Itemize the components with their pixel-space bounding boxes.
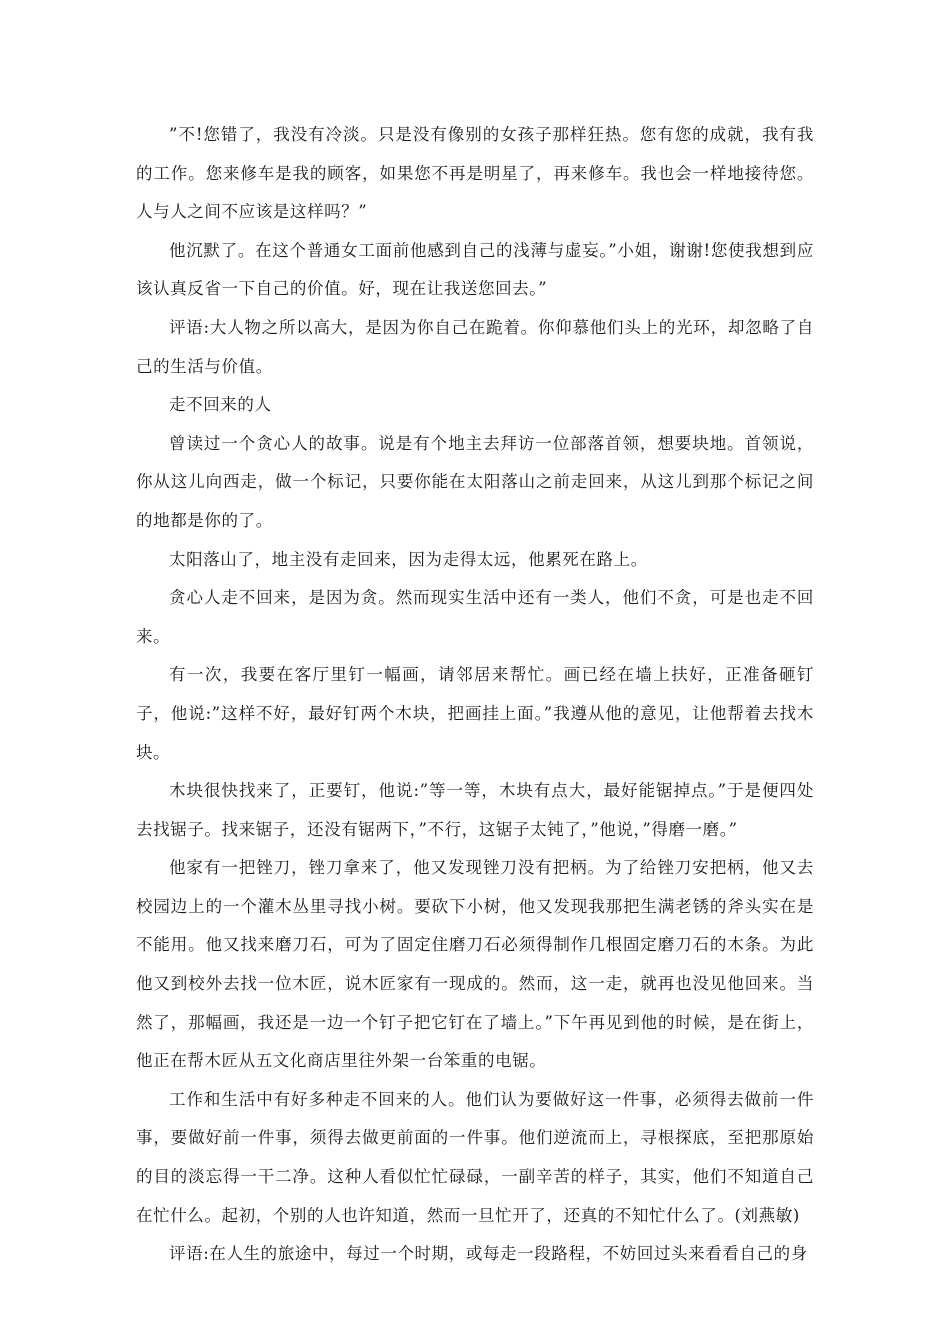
document-body [136,116,814,1274]
paragraph-painting: 有一次，我要在客厅里钉一幅画，请邻居来帮忙。画已经在墙上扶好，正准备砸钉子，他说:”这样不好，最好钉两个木块，把画挂上面。”我遵从他的意见，让他帮着去找木块。 [136,665,814,762]
paragraph-comment-2: 评语:在人生的旅途中，每过一个时期，或每走一段路程，不妨回过头来看看自己的身 [169,1244,808,1264]
paragraph-wood-block: 木块很快找来了，正要钉，他说:”等一等，木块有点大，最好能锯掉点。”于是便四处去找锯子。找来锯子，还没有锯两下，”不行，这锯子太钝了，”他说，”得磨一磨。” [136,781,814,839]
paragraph-silence: 他沉默了。在这个普通女工面前他感到自己的浅薄与虚妄。”小姐，谢谢!您使我想到应该认真反省一下自己的价值。好，现在让我送您回去。” [136,240,814,299]
paragraph-greedy: 贪心人走不回来，是因为贪。然而现实生活中还有一类人，他们不贪，可是也走不回来。 [136,588,814,646]
paragraph-file: 他家有一把锉刀，锉刀拿来了，他又发现锉刀没有把柄。为了给锉刀安把柄，他又去校园边上的一个灌木丛里寻找小树。要砍下小树，他又发现我那把生满老锈的斧头实在是不能用。他又找来磨刀石，可为了固定住磨刀石必须得制作几根固定磨刀石的木条。为此他又到校外去找一位木匠，说木匠家有一现成的。然而，这一走，就再也没见他回来。当然了，那幅画，我还是一边一个钉子把它钉在了墙上。”下午再见到他的时候，是在街上，他正在帮木匠从五文化商店里往外架一台笨重的电锯。 [136,858,814,1071]
paragraph-work-life: 工作和生活中有好多种走不回来的人。他们认为要做好这一件事，必须得去做前一件事，要做好前一件事，须得去做更前面的一件事。他们逆流而上，寻根探底，至把那原始的目的淡忘得一干二净。这种人看似忙忙碌碌，一副辛苦的样子，其实，他们不知道自己在忙什么。起初，个别的人也许知道，然而一旦忙开了，还真的不知忙什么了。(刘燕敏) [136,1089,814,1225]
paragraph-sunset: 太阳落山了，地主没有走回来，因为走得太远，他累死在路上。 [169,549,648,569]
section-heading: 走不回来的人 [169,395,272,415]
paragraph-story-intro: 曾读过一个贪心人的故事。说是有个地主去拜访一位部落首领，想要块地。首领说，你从这儿向西走，做一个标记，只要你能在太阳落山之前走回来，从这儿到那个标记之间的地都是你的了。 [136,433,814,530]
paragraph-comment-1: 评语:大人物之所以高大，是因为你自己在跪着。你仰慕他们头上的光环，却忽略了自己的生活与价值。 [136,317,814,376]
paragraph-dialogue-reply: ”不!您错了，我没有冷淡。只是没有像别的女孩子那样狂热。您有您的成就，我有我的工作。您来修车是我的顾客，如果您不再是明星了，再来修车。我也会一样地接待您。人与人之间不应该是这样吗？” [136,125,814,222]
